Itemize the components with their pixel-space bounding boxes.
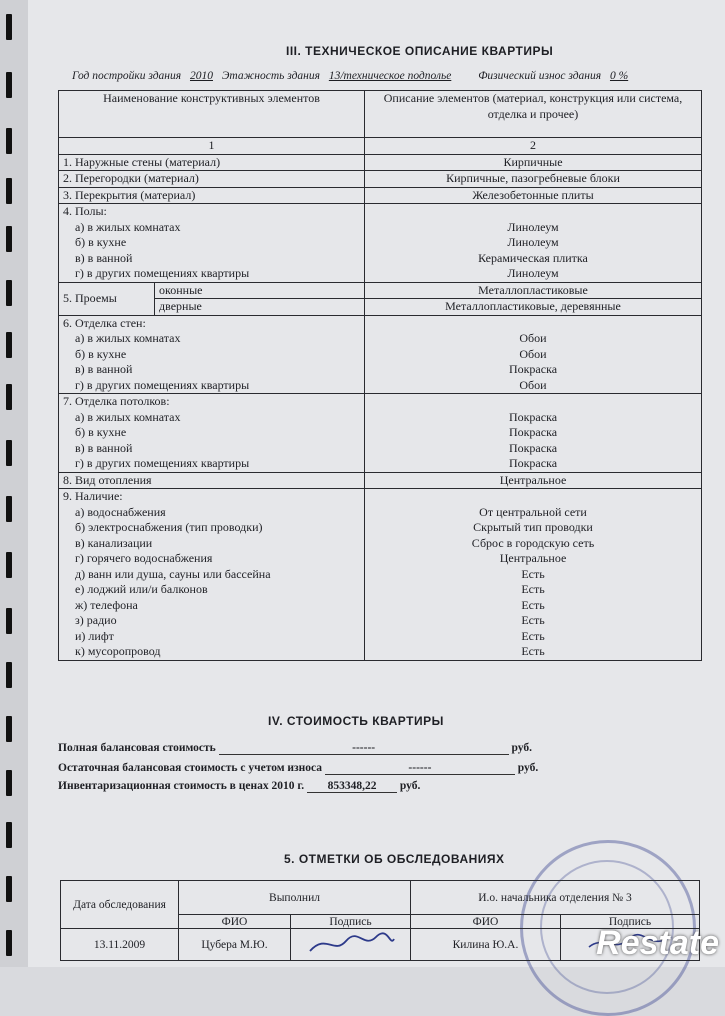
table-row — [59, 472, 702, 489]
sub-value: Центральное — [369, 551, 697, 567]
binder-hole — [6, 552, 12, 578]
head-name: Килина Ю.А. — [411, 929, 561, 961]
sub-value: Керамическая плитка — [369, 251, 697, 267]
table-row — [59, 394, 702, 473]
balance-label: Полная балансовая стоимость — [58, 742, 216, 754]
group-label: 4. Полы: — [63, 204, 360, 220]
sub-label: з) радио — [63, 613, 360, 629]
performer-name: Цубера М.Ю. — [179, 929, 291, 961]
row-value: Центральное — [365, 472, 702, 489]
group-label: 9. Наличие: — [63, 489, 360, 505]
sub-label: г) в других помещениях квартиры — [63, 378, 360, 394]
performed-header: Выполнил — [179, 881, 411, 915]
table-row — [59, 171, 702, 188]
table-row — [59, 299, 702, 316]
binder-hole — [6, 662, 12, 688]
row-value: Металлопластиковые, деревянные — [365, 299, 702, 316]
sub-value: Есть — [369, 598, 697, 614]
binder-hole — [6, 876, 12, 902]
section5-title: 5. ОТМЕТКИ ОБ ОБСЛЕДОВАНИЯХ — [284, 852, 505, 866]
floors-value: 13/техническое подполье — [329, 70, 451, 82]
year-value: 2010 — [190, 70, 213, 82]
table-row — [59, 187, 702, 204]
row-value-group — [365, 315, 702, 394]
sub-value: Линолеум — [369, 220, 697, 236]
row-label: 5. Проемы — [59, 282, 155, 315]
sub-value: Обои — [369, 378, 697, 394]
sub-label: оконные — [155, 282, 365, 299]
row-value-group — [365, 489, 702, 661]
sub-label: б) в кухне — [63, 347, 360, 363]
binder-strip — [0, 0, 28, 967]
performer-signature — [291, 929, 411, 961]
table-row — [59, 204, 702, 283]
year-label: Год постройки здания — [72, 70, 181, 82]
sub-label: в) в ванной — [63, 362, 360, 378]
row-label-group — [59, 204, 365, 283]
binder-hole — [6, 332, 12, 358]
sub-value: Покраска — [369, 410, 697, 426]
table-col-numbers — [59, 138, 702, 155]
inventory-cost-line — [58, 780, 420, 793]
sub-label: д) ванн или душа, сауны или бассейна — [63, 567, 360, 583]
row-label: 3. Перекрытия (материал) — [59, 187, 365, 204]
table-row — [59, 282, 702, 299]
restate-watermark-logo: Restate — [596, 924, 719, 963]
sub-label: ж) телефона — [63, 598, 360, 614]
table-header-row — [59, 91, 702, 138]
sub-label: а) в жилых комнатах — [63, 410, 360, 426]
section4-title: IV. СТОИМОСТЬ КВАРТИРЫ — [268, 714, 444, 728]
table-row — [59, 154, 702, 171]
exam-header-row — [61, 881, 700, 915]
sign-label: Подпись — [291, 915, 411, 929]
binder-hole — [6, 930, 12, 956]
header-elements: Наименование конструктивных элементов — [59, 91, 365, 138]
table-row — [59, 489, 702, 661]
sub-label: г) в других помещениях квартиры — [63, 456, 360, 472]
binder-hole — [6, 178, 12, 204]
wear-value: 0 % — [610, 70, 628, 82]
binder-hole — [6, 822, 12, 848]
row-label-group — [59, 315, 365, 394]
sub-label: и) лифт — [63, 629, 360, 645]
sub-label: в) в ванной — [63, 441, 360, 457]
binder-hole — [6, 770, 12, 796]
fio-label: ФИО — [411, 915, 561, 929]
wear-label: Физический износ здания — [478, 70, 601, 82]
inventory-value: 853348,22 — [307, 780, 397, 793]
row-label: 8. Вид отопления — [59, 472, 365, 489]
sub-value: Линолеум — [369, 235, 697, 251]
residual-currency: руб. — [518, 762, 538, 774]
row-value: Металлопластиковые — [365, 282, 702, 299]
row-value: Кирпичные, пазогребневые блоки — [365, 171, 702, 188]
sub-label: в) канализации — [63, 536, 360, 552]
exam-date: 13.11.2009 — [61, 929, 179, 961]
sub-value: Есть — [369, 567, 697, 583]
floors-label: Этажность здания — [222, 70, 320, 82]
binder-hole — [6, 226, 12, 252]
sub-label: г) горячего водоснабжения — [63, 551, 360, 567]
sub-label: е) лоджий или/и балконов — [63, 582, 360, 598]
inventory-label: Инвентаризационная стоимость в ценах 2010 г. — [58, 780, 304, 792]
sub-value: Линолеум — [369, 266, 697, 282]
col-number-2: 2 — [365, 138, 702, 155]
residual-label: Остаточная балансовая стоимость с учетом износа — [58, 762, 322, 774]
signature-icon — [306, 929, 396, 957]
group-label: 7. Отделка потолков: — [63, 394, 360, 410]
inventory-currency: руб. — [400, 780, 420, 792]
group-label: 6. Отделка стен: — [63, 316, 360, 332]
binder-hole — [6, 716, 12, 742]
sub-value: Покраска — [369, 441, 697, 457]
sub-value: Есть — [369, 629, 697, 645]
row-label-group — [59, 394, 365, 473]
residual-cost-line — [58, 762, 538, 775]
binder-hole — [6, 128, 12, 154]
sub-label: б) в кухне — [63, 235, 360, 251]
row-label: 1. Наружные стены (материал) — [59, 154, 365, 171]
head-header: И.о. начальника отделения № 3 — [411, 881, 700, 915]
sub-label: к) мусоропровод — [63, 644, 360, 660]
sub-label: а) водоснабжения — [63, 505, 360, 521]
balance-currency: руб. — [512, 742, 532, 754]
sub-value: Скрытый тип проводки — [369, 520, 697, 536]
sub-value: Есть — [369, 644, 697, 660]
table-row — [59, 315, 702, 394]
sub-label: б) в кухне — [63, 425, 360, 441]
sign-label: Подпись — [561, 915, 700, 929]
sub-label: а) в жилых комнатах — [63, 331, 360, 347]
row-value-group — [365, 204, 702, 283]
sub-label: г) в других помещениях квартиры — [63, 266, 360, 282]
binder-hole — [6, 14, 12, 40]
residual-value: ------ — [325, 762, 515, 775]
balance-value: ------ — [219, 742, 509, 755]
sub-value: Есть — [369, 613, 697, 629]
sub-value: Покраска — [369, 362, 697, 378]
balance-cost-line — [58, 742, 532, 755]
row-value-group — [365, 394, 702, 473]
building-meta — [72, 70, 628, 82]
binder-hole — [6, 440, 12, 466]
sub-value: От центральной сети — [369, 505, 697, 521]
sub-label: б) электроснабжения (тип проводки) — [63, 520, 360, 536]
col-number-1: 1 — [59, 138, 365, 155]
sub-label: в) в ванной — [63, 251, 360, 267]
binder-hole — [6, 384, 12, 410]
sub-value: Покраска — [369, 456, 697, 472]
fio-label: ФИО — [179, 915, 291, 929]
row-label: 2. Перегородки (материал) — [59, 171, 365, 188]
date-header: Дата обследования — [61, 881, 179, 929]
sub-label: а) в жилых комнатах — [63, 220, 360, 236]
binder-hole — [6, 280, 12, 306]
binder-hole — [6, 72, 12, 98]
row-label-group — [59, 489, 365, 661]
sub-value: Есть — [369, 582, 697, 598]
header-description: Описание элементов (материал, конструкция или система, отделка и прочее) — [365, 91, 702, 138]
binder-hole — [6, 496, 12, 522]
section3-title: III. ТЕХНИЧЕСКОЕ ОПИСАНИЕ КВАРТИРЫ — [286, 44, 553, 58]
binder-hole — [6, 608, 12, 634]
sub-label: дверные — [155, 299, 365, 316]
sub-value: Обои — [369, 347, 697, 363]
row-value: Кирпичные — [365, 154, 702, 171]
sub-value: Сброс в городскую сеть — [369, 536, 697, 552]
tech-description-table — [58, 90, 702, 661]
sub-value: Обои — [369, 331, 697, 347]
row-value: Железобетонные плиты — [365, 187, 702, 204]
sub-value: Покраска — [369, 425, 697, 441]
